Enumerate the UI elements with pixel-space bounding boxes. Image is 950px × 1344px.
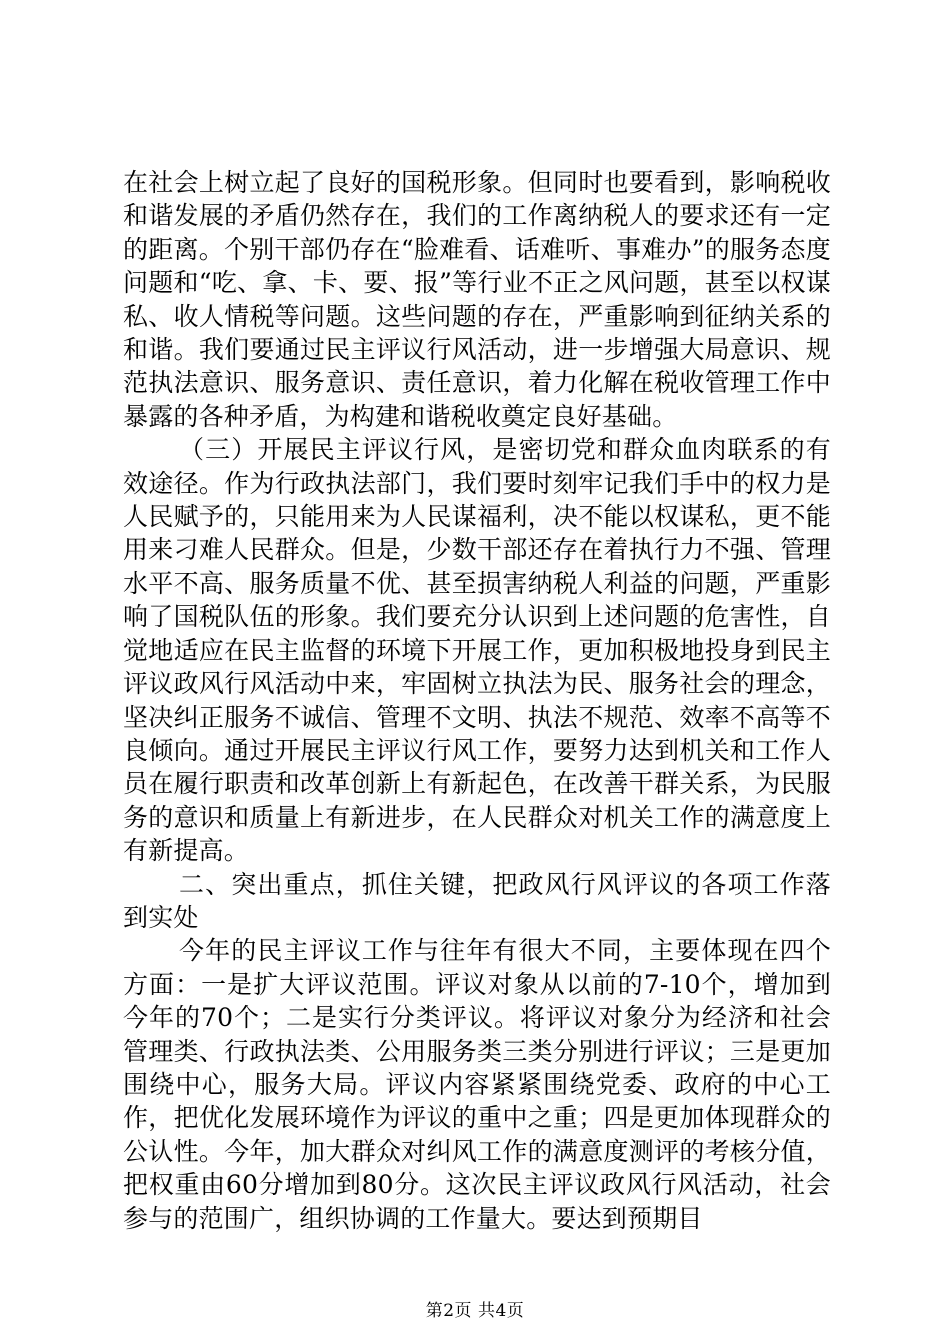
section-heading-two: 二、突出重点，抓住关键，把政风行风评议的各项工作落到实处 xyxy=(123,869,831,932)
document-body xyxy=(123,166,831,1235)
paragraph-section-three: （三）开展民主评议行风，是密切党和群众血肉联系的有效途径。作为行政执法部门，我们要时刻牢记我们手中的权力是人民赋予的，只能用来为人民谋福利，决不能以权谋私，更不能用来刁难人民群众。但是，少数干部还存在着执行力不强、管理水平不高、服务质量不优、甚至损害纳税人利益的问题，严重影响了国税队伍的形象。我们要充分认识到上述问题的危害性，自觉地适应在民主监督的环境下开展工作，更加积极地投身到民主评议政风行风活动中来，牢固树立执法为民、服务社会的理念，坚决纠正服务不诚信、管理不文明、执法不规范、效率不高等不良倾向。通过开展民主评议行风工作，要努力达到机关和工作人员在履行职责和改革创新上有新起色，在改善干群关系，为民服务的意识和质量上有新进步，在人民群众对机关工作的满意度上有新提高。 xyxy=(123,435,831,866)
paragraph-continued: 在社会上树立起了良好的国税形象。但同时也要看到，影响税收和谐发展的矛盾仍然存在，我们的工作离纳税人的要求还有一定的距离。个别干部仍存在“脸难看、话难听、事难办”的服务态度问题和“吃、拿、卡、要、报”等行业不正之风问题，甚至以权谋私、收人情税等问题。这些问题的存在，严重影响到征纳关系的和谐。我们要通过民主评议行风活动，进一步增强大局意识、规范执法意识、服务意识、责任意识，着力化解在税收管理工作中暴露的各种矛盾，为构建和谐税收奠定良好基础。 xyxy=(123,168,831,431)
paragraph-this-year: 今年的民主评议工作与往年有很大不同，主要体现在四个方面：一是扩大评议范围。评议对象从以前的7-10个，增加到今年的70个；二是实行分类评议。将评议对象分为经济和社会管理类、行政执法类、公用服务类三类分别进行评议；三是更加围绕中心，服务大局。评议内容紧紧围绕党委、政府的中心工作，把优化发展环境作为评议的重中之重；四是更加体现群众的公认性。今年，加大群众对纠风工作的满意度测评的考核分值，把权重由60分增加到80分。这次民主评议政风行风活动，社会参与的范围广，组织协调的工作量大。要达到预期目 xyxy=(123,936,831,1233)
page-number-footer: 第2页 共4页 xyxy=(425,1301,525,1321)
